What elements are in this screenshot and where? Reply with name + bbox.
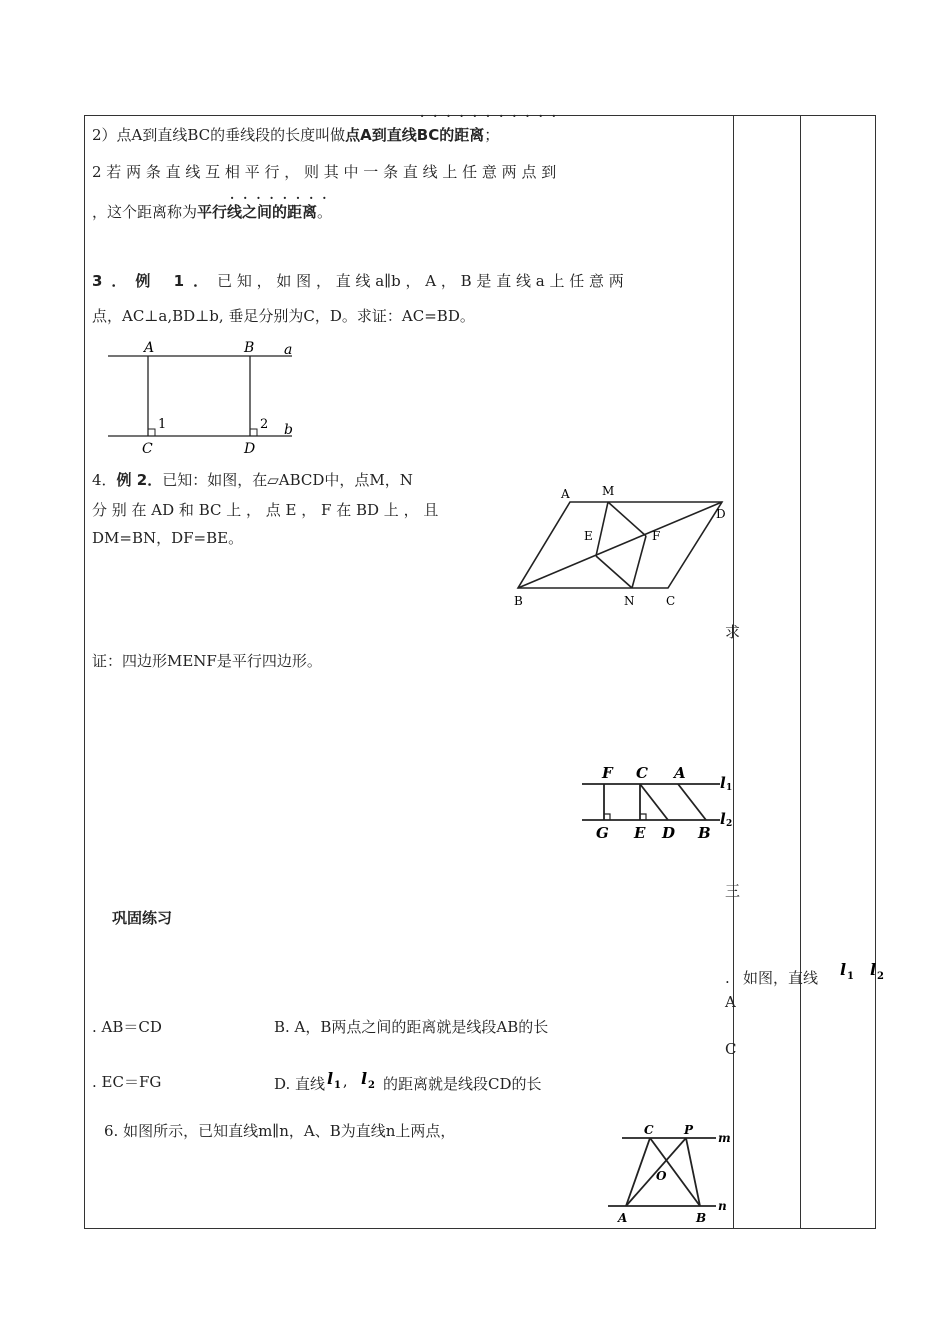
example1-line2: 点，AC⊥a,BD⊥b, 垂足分别为C，D。求证：AC=BD。 (92, 307, 475, 325)
fig6-label-A: A (618, 1211, 628, 1225)
table-col-divider-2 (800, 115, 801, 1229)
fig1-label-a: a (284, 342, 293, 358)
fig6-label-B: B (696, 1211, 707, 1225)
svg-text:l: l (870, 960, 877, 979)
option-d-l1-l2-symbols (325, 1071, 383, 1091)
fig2-label-B: B (514, 594, 523, 608)
question-6: 6. 如图所示，已知直线m∥n，A、B为直线n上两点， (104, 1122, 456, 1140)
fig1-label-A: A (144, 340, 155, 356)
side-char-A: A (725, 993, 736, 1011)
fig6-label-m: m (718, 1131, 731, 1145)
side-l1-l2-symbols (838, 958, 888, 984)
para1-text: 2）点A到直线BC的垂线段的长度叫做 (92, 126, 346, 144)
example1-label: 3．例 1． (92, 272, 218, 290)
fig6-label-C: C (644, 1123, 654, 1137)
para1-emphasis: 点A到直线BC的距离 (345, 126, 485, 144)
option-a: . AB＝CD (92, 1018, 162, 1036)
practice-title: 巩固练习 (112, 909, 173, 927)
para2-emphasis: 平行线之间的距离 (197, 203, 318, 221)
para2-line1: 2 若 两 条 直 线 互 相 平 行 ， 则 其 中 一 条 直 线 上 任 意 两 点 到 (92, 163, 557, 181)
side-char-qiu: 求 (725, 623, 741, 641)
example2-num: 4． (92, 471, 117, 489)
fig3-label-l2: l (720, 810, 726, 828)
emphasis-dots-2: ........ (230, 188, 336, 202)
fig3-label-F: F (602, 764, 613, 782)
emphasis-dots-1: ........... (420, 106, 565, 120)
fig2-label-A: A (561, 487, 570, 501)
side-right-text (743, 967, 818, 988)
fig3-sub-1: 1 (726, 783, 733, 793)
example2-line1 (92, 469, 413, 490)
fig2-label-E: E (584, 529, 593, 543)
side-char-C: C (725, 1040, 737, 1058)
para1-suffix: ； (484, 126, 500, 144)
figure-lines-mn (604, 1120, 732, 1230)
option-c: . EC＝FG (92, 1073, 162, 1091)
example1-line1 (92, 270, 624, 291)
fig3-label-B: B (698, 824, 711, 842)
fig3-label-D: D (662, 824, 676, 842)
example2-label: 例 2． (116, 471, 163, 489)
svg-text:l: l (840, 960, 847, 979)
example2-line4: 证：四边形MENF是平行四边形。 (92, 652, 322, 670)
fig1-label-B: B (244, 340, 255, 356)
fig1-label-D: D (244, 441, 256, 457)
svg-text:1: 1 (334, 1080, 341, 1091)
figure-parallelogram (508, 484, 733, 612)
fig3-label-C: C (636, 764, 648, 782)
para2-line2 (92, 201, 332, 222)
svg-text:l: l (327, 1069, 334, 1088)
fig3-label-A: A (674, 764, 686, 782)
fig3-label-E: E (634, 824, 646, 842)
para-distance-point-line (92, 124, 499, 145)
fig1-label-2: 2 (260, 417, 269, 432)
option-d-prefix: D. 直线 (274, 1075, 326, 1093)
option-d-suffix: 的距离就是线段CD的长 (383, 1075, 542, 1093)
fig2-label-C: C (666, 594, 676, 608)
side-char-dot: . (725, 969, 730, 987)
fig3-label-G: G (596, 824, 609, 842)
table-right-border (875, 115, 876, 1229)
fig1-label-C: C (142, 441, 153, 457)
table-left-border (84, 115, 85, 1229)
option-b: B. A，B两点之间的距离就是线段AB的长 (274, 1018, 549, 1036)
fig2-label-F: F (652, 529, 661, 543)
svg-text:,: , (343, 1074, 348, 1090)
fig2-label-D: D (716, 507, 726, 521)
svg-text:2: 2 (368, 1080, 375, 1091)
example1-text: 已 知 ， 如 图 ， 直 线 a∥b ， A ， B 是 直 线 a 上 任 意 两 (217, 272, 624, 290)
fig6-label-n: n (718, 1199, 727, 1213)
side-right-label: 如图，直线 (743, 969, 819, 987)
fig6-label-O: O (656, 1169, 667, 1183)
figure-parallel-lines-ab (104, 338, 304, 458)
option-d (274, 1071, 542, 1094)
para2-prefix: ，这个距离称为 (92, 203, 198, 221)
figure-parallel-l1-l2 (582, 762, 732, 842)
example2-line3: DM=BN，DF=BE。 (92, 529, 244, 547)
svg-text:1: 1 (847, 971, 854, 982)
fig6-label-P: P (684, 1123, 694, 1137)
svg-text:l: l (361, 1069, 368, 1088)
para2-suffix: 。 (317, 203, 333, 221)
fig3-label-l1: l (720, 774, 726, 792)
fig2-label-N: N (624, 594, 635, 608)
fig1-label-b: b (284, 422, 293, 438)
example2-line2: 分 别 在 AD 和 BC 上 ， 点 E ， F 在 BD 上 ， 且 (92, 501, 439, 519)
side-char-san: 三 (725, 882, 741, 900)
fig2-label-M: M (602, 484, 615, 498)
example2-text1: 已知：如图，在▱ABCD中，点M，N (162, 471, 413, 489)
table-bottom-border (84, 1228, 876, 1229)
svg-text:2: 2 (877, 971, 884, 982)
table-col-divider-1 (733, 115, 734, 1229)
fig1-label-1: 1 (158, 417, 167, 432)
fig3-sub-2: 2 (726, 819, 733, 829)
